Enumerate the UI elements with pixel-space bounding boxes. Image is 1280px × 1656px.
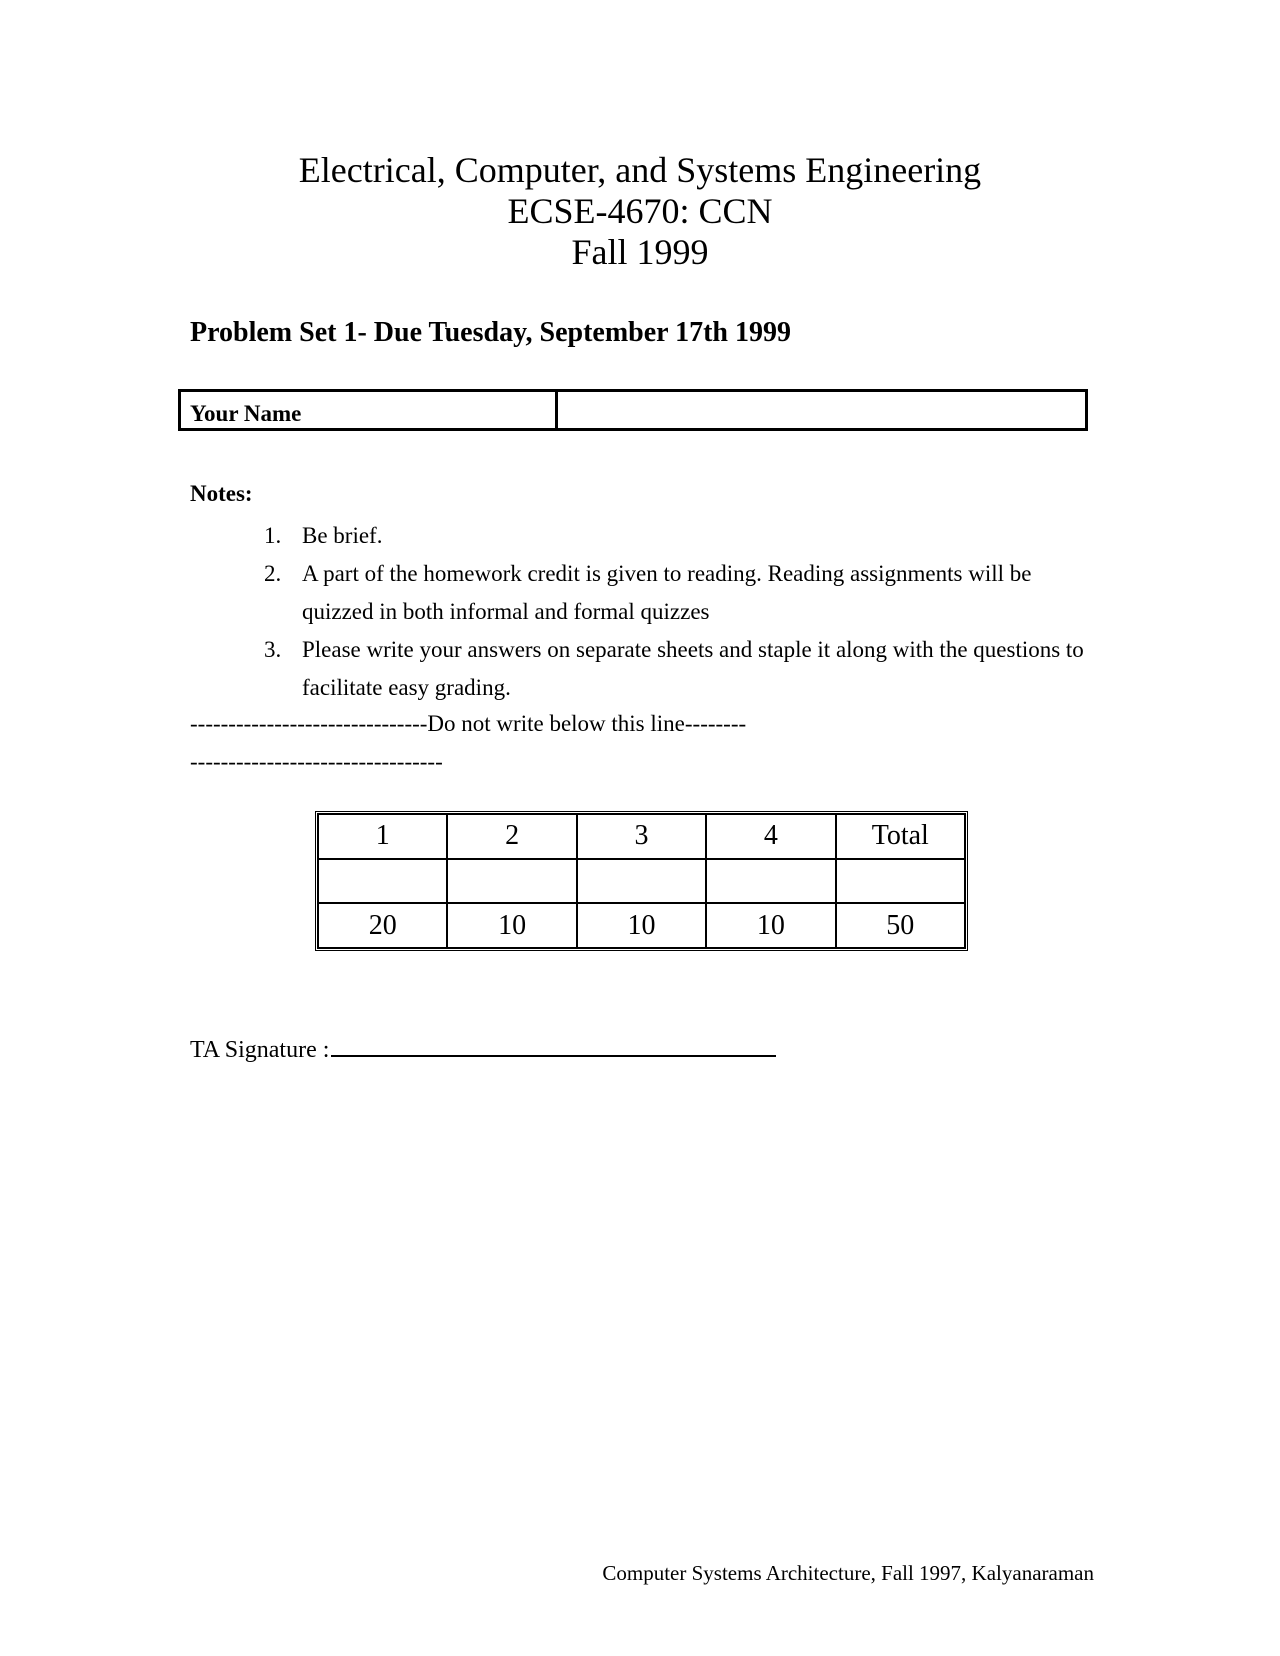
page-footer: Computer Systems Architecture, Fall 1997, Kalyanaraman [602, 1561, 1094, 1585]
max-points-cell: 10 [706, 903, 835, 948]
score-entry-cell[interactable] [706, 859, 835, 904]
name-field-box [178, 389, 1088, 431]
name-field-value[interactable] [558, 392, 1085, 428]
note-text: Please write your answers on separate sheets and staple it along with the questions to facilitate easy grading. [302, 637, 1084, 700]
score-entry-cell[interactable] [447, 859, 576, 904]
note-number: 2. [264, 561, 282, 586]
score-entry-cell[interactable] [577, 859, 706, 904]
score-header-cell: 1 [318, 814, 447, 859]
score-header-cell: 2 [447, 814, 576, 859]
score-header-cell: 4 [706, 814, 835, 859]
note-item [260, 517, 1100, 555]
name-field-label: Your Name [181, 392, 558, 428]
problem-set-title: Problem Set 1- Due Tuesday, September 17th 1999 [190, 317, 791, 348]
note-item [260, 555, 1100, 631]
max-points-cell: 10 [447, 903, 576, 948]
course-code: ECSE-4670: CCN [507, 191, 773, 231]
note-number: 1. [264, 523, 282, 548]
table-row [318, 814, 965, 859]
max-points-cell: 50 [836, 903, 965, 948]
note-text: A part of the homework credit is given to reading. Reading assignments will be quizzed in both informal and formal quizzes [302, 561, 1032, 624]
max-points-cell: 20 [318, 903, 447, 948]
department-title: Electrical, Computer, and Systems Engineering [298, 150, 982, 190]
max-points-cell: 10 [577, 903, 706, 948]
table-row [318, 903, 965, 948]
notes-list [260, 517, 1100, 707]
course-header [0, 150, 1280, 273]
note-number: 3. [264, 637, 282, 662]
ta-signature-label: TA Signature : [190, 1037, 330, 1063]
score-entry-cell[interactable] [318, 859, 447, 904]
ta-signature [190, 1035, 776, 1064]
note-item [260, 631, 1100, 707]
semester: Fall 1999 [571, 232, 709, 272]
signature-line[interactable] [331, 1035, 776, 1057]
do-not-write-divider: -------------------------------Do not write below this line----------------------------------------- [190, 711, 747, 774]
note-text: Be brief. [302, 523, 383, 548]
score-header-cell: Total [836, 814, 965, 859]
notes-title: Notes: [190, 481, 253, 506]
table-row [318, 859, 965, 904]
score-entry-cell[interactable] [836, 859, 965, 904]
score-table [315, 811, 968, 951]
score-header-cell: 3 [577, 814, 706, 859]
